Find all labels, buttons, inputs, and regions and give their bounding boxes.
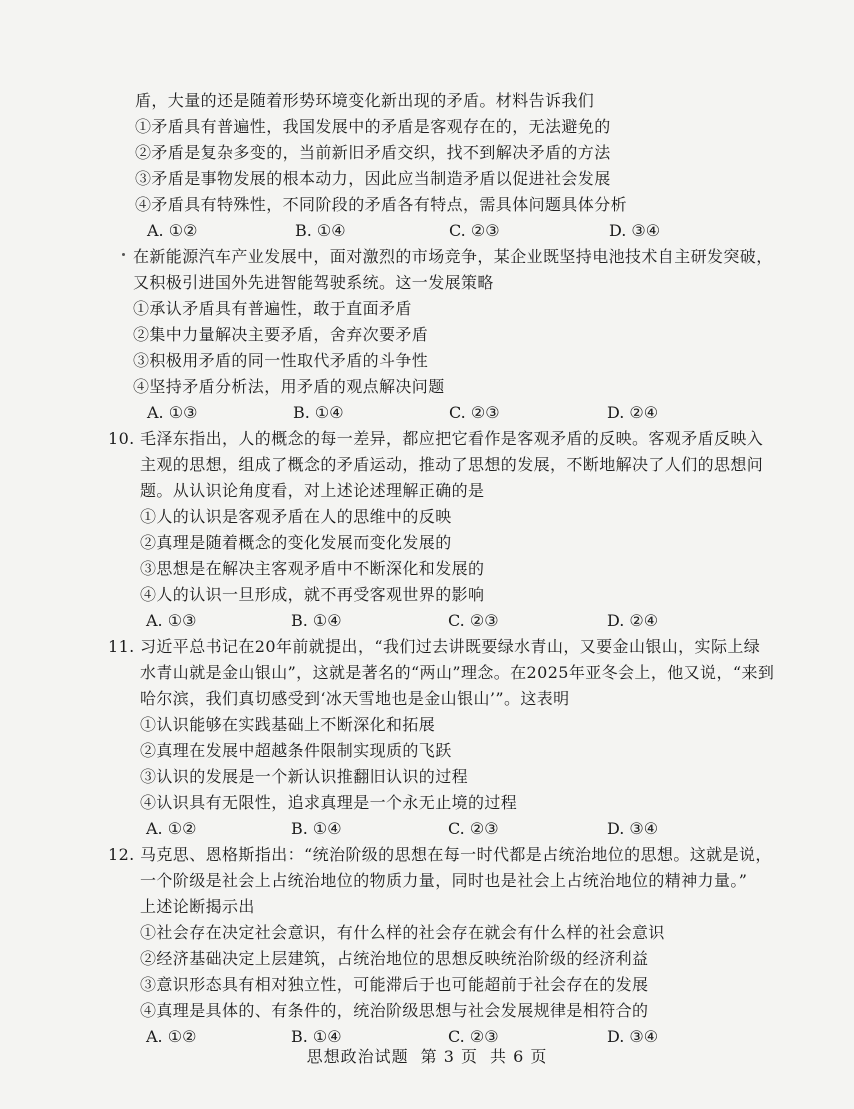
q9-option-b: B. ①④ xyxy=(293,403,344,422)
q8-lead-text: 盾，大量的还是随着形势环境变化新出现的矛盾。材料告诉我们 xyxy=(135,91,595,110)
q8-statement-4: ④矛盾具有特殊性，不同阶段的矛盾各有特点，需具体问题具体分析 xyxy=(135,195,628,214)
q11-stem-line-2: 水青山就是金山银山”，这就是著名的“两山”理念。在2025年亚冬会上，他又说，“来到 xyxy=(140,663,775,682)
q12-statement-1: ①社会存在决定社会意识，有什么样的社会存在就会有什么样的社会意识 xyxy=(140,923,665,942)
q12-stem-line-1: 马克思、恩格斯指出：“统治阶级的思想在每一时代都是占统治地位的思想。这就是说， xyxy=(140,845,772,864)
q12-option-d: D. ③④ xyxy=(607,1027,659,1046)
footer-total-pages: 共 6 页 xyxy=(490,1047,548,1066)
q10-number: 10. xyxy=(108,429,135,448)
q8-statement-1: ①矛盾具有普遍性，我国发展中的矛盾是客观存在的，无法避免的 xyxy=(135,117,611,136)
q11-options xyxy=(146,819,826,839)
q8-statement-2: ②矛盾是复杂多变的，当前新旧矛盾交织，找不到解决矛盾的方法 xyxy=(135,143,611,162)
q10-stem-line-3: 题。从认识论角度看，对上述论述理解正确的是 xyxy=(140,481,485,500)
q12-option-a: A. ①② xyxy=(146,1027,197,1046)
q12-stem-line-3: 上述论断揭示出 xyxy=(140,897,255,916)
footer-page-number: 第 3 页 xyxy=(420,1047,478,1066)
q12-options xyxy=(146,1027,826,1047)
q8-option-b: B. ①④ xyxy=(295,221,346,240)
q9-stem-line-2: 又积极引进国外先进智能驾驶系统。这一发展策略 xyxy=(133,273,494,292)
footer-subject: 思想政治试题 xyxy=(306,1047,409,1066)
q11-option-c: C. ②③ xyxy=(448,819,499,838)
q11-stem-line-3: 哈尔滨，我们真切感受到‘冰天雪地也是金山银山’”。这表明 xyxy=(140,689,570,708)
q10-option-c: C. ②③ xyxy=(448,611,499,630)
q12-statement-4: ④真理是具体的、有条件的，统治阶级思想与社会发展规律是相符合的 xyxy=(140,1001,649,1020)
q10-statement-1: ①人的认识是客观矛盾在人的思维中的反映 xyxy=(140,507,452,526)
q10-stem-line-1: 毛泽东指出，人的概念的每一差异，都应把它看作是客观矛盾的反映。客观矛盾反映入 xyxy=(140,429,764,448)
q9-option-c: C. ②③ xyxy=(449,403,500,422)
q9-option-d: D. ②④ xyxy=(607,403,659,422)
q8-option-a: A. ①② xyxy=(147,221,198,240)
q8-options xyxy=(147,221,827,241)
q9-statement-4: ④坚持矛盾分析法，用矛盾的观点解决问题 xyxy=(133,377,445,396)
q10-option-a: A. ①③ xyxy=(146,611,197,630)
q9-option-a: A. ①③ xyxy=(147,403,198,422)
q10-option-d: D. ②④ xyxy=(607,611,659,630)
q11-stem-line-1: 习近平总书记在20年前就提出，“我们过去讲既要绿水青山，又要金山银山，实际上绿 xyxy=(140,637,761,656)
q12-option-c: C. ②③ xyxy=(448,1027,499,1046)
q11-statement-1: ①认识能够在实践基础上不断深化和拓展 xyxy=(140,715,436,734)
q11-option-a: A. ①② xyxy=(146,819,197,838)
q11-option-d: D. ③④ xyxy=(607,819,659,838)
q10-options xyxy=(146,611,826,631)
q8-option-c: C. ②③ xyxy=(449,221,500,240)
q12-stem-line-2: 一个阶级是社会上占统治地位的物质力量，同时也是社会上占统治地位的精神力量。” xyxy=(140,871,748,890)
q11-statement-4: ④认识具有无限性，追求真理是一个永无止境的过程 xyxy=(140,793,518,812)
q8-option-d: D. ③④ xyxy=(609,221,661,240)
q9-statement-1: ①承认矛盾具有普遍性，敢于直面矛盾 xyxy=(133,299,412,318)
q11-option-b: B. ①④ xyxy=(291,819,342,838)
q8-statement-3: ③矛盾是事物发展的根本动力，因此应当制造矛盾以促进社会发展 xyxy=(135,169,611,188)
q10-stem-line-2: 主观的思想，组成了概念的矛盾运动，推动了思想的发展，不断地解决了人们的思想问 xyxy=(140,455,764,474)
q10-statement-4: ④人的认识一旦形成，就不再受客观世界的影响 xyxy=(140,585,485,604)
q9-options xyxy=(147,403,827,423)
q12-option-b: B. ①④ xyxy=(291,1027,342,1046)
q9-statement-3: ③积极用矛盾的同一性取代矛盾的斗争性 xyxy=(133,351,429,370)
q10-statement-2: ②真理是随着概念的变化发展而变化发展的 xyxy=(140,533,452,552)
ink-speck xyxy=(122,253,125,256)
q11-statement-2: ②真理在发展中超越条件限制实现质的飞跃 xyxy=(140,741,452,760)
q11-statement-3: ③认识的发展是一个新认识推翻旧认识的过程 xyxy=(140,767,469,786)
q10-option-b: B. ①④ xyxy=(291,611,342,630)
q9-stem-line-1: 在新能源汽车产业发展中，面对激烈的市场竞争，某企业既坚持电池技术自主研发突破， xyxy=(133,247,773,266)
q11-number: 11. xyxy=(108,637,135,656)
q12-statement-3: ③意识形态具有相对独立性，可能滞后于也可能超前于社会存在的发展 xyxy=(140,975,649,994)
q12-statement-2: ②经济基础决定上层建筑，占统治地位的思想反映统治阶级的经济利益 xyxy=(140,949,649,968)
q12-number: 12. xyxy=(108,845,135,864)
page-footer xyxy=(0,1047,854,1067)
q9-statement-2: ②集中力量解决主要矛盾，舍弃次要矛盾 xyxy=(133,325,429,344)
q10-statement-3: ③思想是在解决主客观矛盾中不断深化和发展的 xyxy=(140,559,485,578)
